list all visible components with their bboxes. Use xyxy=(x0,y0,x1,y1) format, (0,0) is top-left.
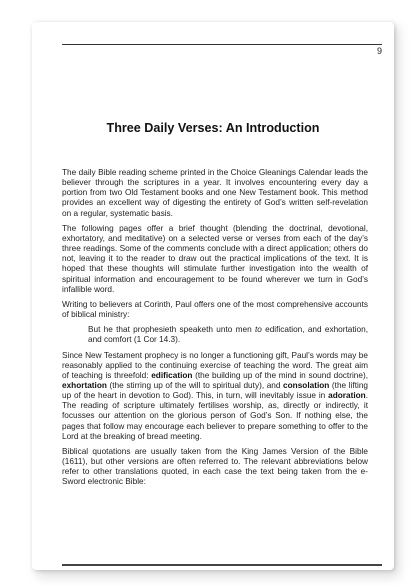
paragraph-4 xyxy=(62,351,368,442)
p4-text-1: Since New Testament prophecy is no longer a functioning gift, Paul’s words may be reasonably applied to the continuing exercise of teaching the word. The great aim of teaching is threefold: xyxy=(62,350,368,380)
quote-emphasis: to xyxy=(254,325,262,335)
paragraph-3: Writing to believers at Corinth, Paul offers one of the most comprehensive accounts of biblical ministry: xyxy=(62,299,368,320)
p4-text-3: (the stirring up of the will to spiritual duty), and xyxy=(106,380,284,390)
paragraph-5: Biblical quotations are usually taken from the King James Version of the Bible (1611), but other versions are often referred to. The relevant abbreviations below refer to other translations quoted, in each case the text being taken from the e-Sword electronic Bible: xyxy=(62,446,368,487)
quote-text-1: But he that prophesieth speaketh unto men xyxy=(88,325,255,335)
paragraph-1: The daily Bible reading scheme printed in the Choice Gleanings Calendar leads the believer through the scriptures in a year. It involves encountering every day a portion from two Old Testament books and one New Testament book. This method provides an excellent way of digesting the entirety of God’s written self-revelation on a regular, systematic basis. xyxy=(62,168,368,218)
p4-text-5: . The reading of scripture ultimately fertilises worship, as, directly or indirectly, it focusses our attention on the glorious person of God’s Son. If nothing else, the pages that follow may encourage each believer to prepare something to offer to the Lord at the breaking of bread meeting. xyxy=(62,391,368,441)
keyword-edification: edification xyxy=(151,370,193,380)
book-page xyxy=(32,22,394,570)
keyword-exhortation: exhortation xyxy=(62,380,107,390)
quote-text-2: edification, and exhortation, and comfort (1 Cor 14.3). xyxy=(88,325,368,345)
p4-text-4: (the lifting up of the heart in devotion to God). This, in turn, will inevitably issue in xyxy=(62,380,368,401)
p4-text-2: (the building up of the mind in sound doctrine), xyxy=(192,370,368,380)
keyword-consolation: consolation xyxy=(283,380,330,390)
body-text xyxy=(62,168,368,493)
header-rule xyxy=(62,44,382,45)
footer-rule xyxy=(62,564,382,566)
keyword-adoration: adoration xyxy=(328,391,366,401)
paragraph-2: The following pages offer a brief thought (blending the doctrinal, devotional, exhortatory, and meditative) on a selected verse or verses from each of the day’s three readings. Some of the comments conclude with a direct application; others do not, leaving it to the reader to draw out the practical implications of the text. It is hoped that these thoughts will stimulate further investigation into the wealth of spiritual information and encouragement to be found wherever we turn in God’s infallible word. xyxy=(62,223,368,294)
block-quote xyxy=(62,325,368,345)
chapter-title: Three Daily Verses: An Introduction xyxy=(106,121,320,135)
page-number: 9 xyxy=(376,46,382,56)
